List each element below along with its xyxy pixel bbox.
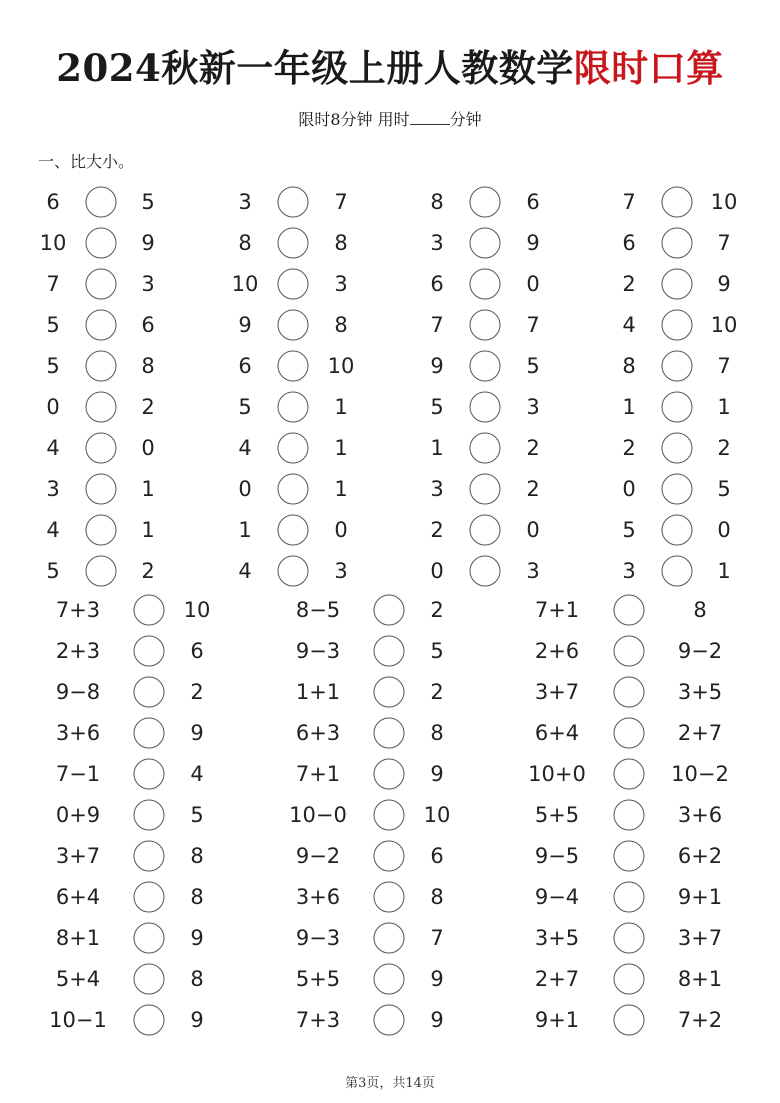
right-expression: 6 <box>430 844 444 868</box>
right-expression: 8 <box>693 598 707 622</box>
right-expression: 9 <box>190 1008 204 1032</box>
left-number: 5 <box>622 518 636 542</box>
answer-circle[interactable] <box>662 556 693 587</box>
answer-circle[interactable] <box>662 433 693 464</box>
right-expression: 9+1 <box>677 885 723 909</box>
left-expression: 7+3 <box>55 598 101 622</box>
left-number: 1 <box>622 395 636 419</box>
left-number: 10 <box>231 272 259 296</box>
left-number: 6 <box>46 190 60 214</box>
left-expression: 5+4 <box>55 967 101 991</box>
left-number: 2 <box>622 436 636 460</box>
left-expression: 3+7 <box>55 844 101 868</box>
right-expression: 10 <box>183 598 211 622</box>
right-number: 3 <box>141 272 155 296</box>
right-number: 0 <box>526 272 540 296</box>
right-expression: 3+7 <box>677 926 723 950</box>
answer-circle[interactable] <box>374 882 405 913</box>
answer-circle[interactable] <box>470 351 501 382</box>
answer-circle[interactable] <box>134 718 165 749</box>
answer-circle[interactable] <box>278 556 309 587</box>
answer-circle[interactable] <box>662 310 693 341</box>
left-expression: 2+7 <box>534 967 580 991</box>
left-expression: 3+6 <box>295 885 341 909</box>
page-title <box>0 44 780 92</box>
right-number: 5 <box>526 354 540 378</box>
answer-circle[interactable] <box>374 759 405 790</box>
right-number: 10 <box>710 190 738 214</box>
right-number: 3 <box>334 559 348 583</box>
left-number: 6 <box>238 354 252 378</box>
left-expression: 6+4 <box>55 885 101 909</box>
left-number: 4 <box>46 518 60 542</box>
left-expression: 0+9 <box>55 803 101 827</box>
right-number: 9 <box>141 231 155 255</box>
right-number: 1 <box>334 436 348 460</box>
left-number: 8 <box>238 231 252 255</box>
left-expression: 6+3 <box>295 721 341 745</box>
right-number: 0 <box>334 518 348 542</box>
answer-circle[interactable] <box>134 677 165 708</box>
time-limit-line <box>0 108 780 132</box>
right-number: 2 <box>141 559 155 583</box>
answer-circle[interactable] <box>614 964 645 995</box>
left-expression: 3+7 <box>534 680 580 704</box>
left-expression: 7+3 <box>295 1008 341 1032</box>
right-expression: 7 <box>430 926 444 950</box>
left-number: 2 <box>430 518 444 542</box>
answer-circle[interactable] <box>614 923 645 954</box>
left-number: 2 <box>622 272 636 296</box>
answer-circle[interactable] <box>374 677 405 708</box>
right-number: 6 <box>526 190 540 214</box>
left-number: 5 <box>46 313 60 337</box>
answer-circle[interactable] <box>278 310 309 341</box>
left-expression: 9+1 <box>534 1008 580 1032</box>
answer-circle[interactable] <box>662 187 693 218</box>
answer-circle[interactable] <box>86 515 117 546</box>
left-number: 4 <box>46 436 60 460</box>
left-number: 9 <box>238 313 252 337</box>
answer-circle[interactable] <box>134 800 165 831</box>
right-number: 5 <box>141 190 155 214</box>
left-number: 6 <box>430 272 444 296</box>
left-number: 0 <box>430 559 444 583</box>
right-number: 8 <box>334 231 348 255</box>
left-number: 6 <box>622 231 636 255</box>
right-number: 3 <box>526 395 540 419</box>
right-expression: 8 <box>190 967 204 991</box>
answer-circle[interactable] <box>86 310 117 341</box>
left-number: 8 <box>622 354 636 378</box>
left-number: 7 <box>622 190 636 214</box>
left-expression: 7+1 <box>534 598 580 622</box>
answer-circle[interactable] <box>86 351 117 382</box>
left-expression: 2+3 <box>55 639 101 663</box>
right-expression: 8+1 <box>677 967 723 991</box>
answer-circle[interactable] <box>470 228 501 259</box>
answer-circle[interactable] <box>374 800 405 831</box>
right-number: 0 <box>141 436 155 460</box>
right-number: 8 <box>141 354 155 378</box>
left-expression: 5+5 <box>295 967 341 991</box>
answer-circle[interactable] <box>470 392 501 423</box>
left-number: 7 <box>46 272 60 296</box>
page-footer: 第3页，共14页 <box>345 1076 435 1091</box>
left-number: 3 <box>430 231 444 255</box>
right-number: 7 <box>717 354 731 378</box>
left-number: 5 <box>46 559 60 583</box>
left-expression: 9−5 <box>534 844 580 868</box>
right-expression: 2 <box>430 680 444 704</box>
left-number: 1 <box>238 518 252 542</box>
left-number: 3 <box>46 477 60 501</box>
right-number: 10 <box>710 313 738 337</box>
left-number: 1 <box>430 436 444 460</box>
left-number: 3 <box>238 190 252 214</box>
left-expression: 6+4 <box>534 721 580 745</box>
left-expression: 9−3 <box>295 639 341 663</box>
left-expression: 3+6 <box>55 721 101 745</box>
answer-circle[interactable] <box>86 556 117 587</box>
right-number: 1 <box>717 559 731 583</box>
answer-circle[interactable] <box>278 351 309 382</box>
answer-circle[interactable] <box>278 187 309 218</box>
right-number: 8 <box>334 313 348 337</box>
right-expression: 8 <box>430 885 444 909</box>
right-number: 10 <box>327 354 355 378</box>
answer-circle[interactable] <box>278 269 309 300</box>
left-expression: 10+0 <box>528 762 586 786</box>
right-number: 1 <box>141 518 155 542</box>
right-expression: 8 <box>190 885 204 909</box>
left-expression: 9−2 <box>295 844 341 868</box>
answer-circle[interactable] <box>86 392 117 423</box>
answer-circle[interactable] <box>278 474 309 505</box>
answer-circle[interactable] <box>614 800 645 831</box>
answer-circle[interactable] <box>614 595 645 626</box>
answer-circle[interactable] <box>134 595 165 626</box>
right-expression: 3+5 <box>677 680 723 704</box>
answer-circle[interactable] <box>86 269 117 300</box>
answer-circle[interactable] <box>470 269 501 300</box>
time-used-blank[interactable] <box>410 108 450 125</box>
right-number: 2 <box>526 436 540 460</box>
left-expression: 9−8 <box>55 680 101 704</box>
left-number: 8 <box>430 190 444 214</box>
answer-circle[interactable] <box>662 474 693 505</box>
right-number: 1 <box>717 395 731 419</box>
time-limit-text: 限时8分钟 用时 <box>298 110 410 129</box>
left-expression: 7−1 <box>55 762 101 786</box>
answer-circle[interactable] <box>614 882 645 913</box>
left-expression: 2+6 <box>534 639 580 663</box>
answer-circle[interactable] <box>662 351 693 382</box>
answer-circle[interactable] <box>614 636 645 667</box>
answer-circle[interactable] <box>374 636 405 667</box>
answer-circle[interactable] <box>86 474 117 505</box>
answer-circle[interactable] <box>134 759 165 790</box>
left-expression: 5+5 <box>534 803 580 827</box>
right-expression: 3+6 <box>677 803 723 827</box>
right-number: 1 <box>334 477 348 501</box>
answer-circle[interactable] <box>470 474 501 505</box>
answer-circle[interactable] <box>374 718 405 749</box>
answer-circle[interactable] <box>134 882 165 913</box>
right-number: 5 <box>717 477 731 501</box>
answer-circle[interactable] <box>374 923 405 954</box>
right-expression: 9 <box>430 967 444 991</box>
right-expression: 10−2 <box>671 762 729 786</box>
right-number: 7 <box>526 313 540 337</box>
answer-circle[interactable] <box>662 515 693 546</box>
right-number: 2 <box>526 477 540 501</box>
left-expression: 9−3 <box>295 926 341 950</box>
left-expression: 1+1 <box>295 680 341 704</box>
right-expression: 2 <box>190 680 204 704</box>
right-expression: 5 <box>430 639 444 663</box>
answer-circle[interactable] <box>470 515 501 546</box>
right-expression: 9 <box>190 926 204 950</box>
left-number: 9 <box>430 354 444 378</box>
left-expression: 10−1 <box>49 1008 107 1032</box>
right-expression: 6+2 <box>677 844 723 868</box>
right-expression: 9 <box>190 721 204 745</box>
left-number: 7 <box>430 313 444 337</box>
right-expression: 8 <box>430 721 444 745</box>
answer-circle[interactable] <box>662 392 693 423</box>
answer-circle[interactable] <box>470 556 501 587</box>
answer-circle[interactable] <box>374 595 405 626</box>
right-number: 3 <box>526 559 540 583</box>
left-number: 4 <box>238 436 252 460</box>
left-number: 0 <box>622 477 636 501</box>
left-number: 0 <box>46 395 60 419</box>
left-number: 3 <box>430 477 444 501</box>
left-expression: 8+1 <box>55 926 101 950</box>
right-expression: 10 <box>423 803 451 827</box>
left-expression: 10−0 <box>289 803 347 827</box>
right-expression: 9−2 <box>677 639 723 663</box>
answer-circle[interactable] <box>86 228 117 259</box>
right-expression: 8 <box>190 844 204 868</box>
left-number: 4 <box>622 313 636 337</box>
left-number: 4 <box>238 559 252 583</box>
right-expression: 9 <box>430 1008 444 1032</box>
title-main: 2024秋新一年级上册人教数学 <box>56 46 574 90</box>
answer-circle[interactable] <box>614 841 645 872</box>
answer-circle[interactable] <box>86 433 117 464</box>
answer-circle[interactable] <box>374 841 405 872</box>
section-heading-compare: 一、比大小。 <box>38 152 135 171</box>
answer-circle[interactable] <box>278 392 309 423</box>
right-expression: 2+7 <box>677 721 723 745</box>
time-unit-text: 分钟 <box>449 110 482 129</box>
answer-circle[interactable] <box>134 841 165 872</box>
answer-circle[interactable] <box>134 1005 165 1036</box>
answer-circle[interactable] <box>614 759 645 790</box>
answer-circle[interactable] <box>614 677 645 708</box>
title-highlight: 限时口算 <box>573 46 724 90</box>
answer-circle[interactable] <box>134 964 165 995</box>
left-number: 5 <box>238 395 252 419</box>
left-number: 5 <box>46 354 60 378</box>
answer-circle[interactable] <box>614 718 645 749</box>
answer-circle[interactable] <box>470 433 501 464</box>
right-number: 6 <box>141 313 155 337</box>
answer-circle[interactable] <box>278 515 309 546</box>
right-expression: 2 <box>430 598 444 622</box>
left-expression: 3+5 <box>534 926 580 950</box>
left-expression: 8−5 <box>295 598 341 622</box>
left-number: 0 <box>238 477 252 501</box>
answer-circle[interactable] <box>374 1005 405 1036</box>
right-expression: 4 <box>190 762 204 786</box>
right-expression: 6 <box>190 639 204 663</box>
right-number: 1 <box>334 395 348 419</box>
answer-circle[interactable] <box>134 923 165 954</box>
left-number: 10 <box>39 231 67 255</box>
right-number: 7 <box>334 190 348 214</box>
left-number: 5 <box>430 395 444 419</box>
answer-circle[interactable] <box>278 433 309 464</box>
answer-circle[interactable] <box>662 269 693 300</box>
left-expression: 7+1 <box>295 762 341 786</box>
right-expression: 9 <box>430 762 444 786</box>
right-number: 1 <box>141 477 155 501</box>
right-number: 3 <box>334 272 348 296</box>
left-expression: 9−4 <box>534 885 580 909</box>
answer-circle[interactable] <box>86 187 117 218</box>
answer-circle[interactable] <box>278 228 309 259</box>
right-number: 2 <box>141 395 155 419</box>
answer-circle[interactable] <box>134 636 165 667</box>
right-number: 2 <box>717 436 731 460</box>
right-number: 0 <box>526 518 540 542</box>
answer-circle[interactable] <box>374 964 405 995</box>
right-number: 7 <box>717 231 731 255</box>
answer-circle[interactable] <box>662 228 693 259</box>
right-number: 9 <box>526 231 540 255</box>
answer-circle[interactable] <box>470 187 501 218</box>
left-number: 3 <box>622 559 636 583</box>
right-expression: 5 <box>190 803 204 827</box>
answer-circle[interactable] <box>614 1005 645 1036</box>
right-expression: 7+2 <box>677 1008 723 1032</box>
right-number: 0 <box>717 518 731 542</box>
answer-circle[interactable] <box>470 310 501 341</box>
right-number: 9 <box>717 272 731 296</box>
